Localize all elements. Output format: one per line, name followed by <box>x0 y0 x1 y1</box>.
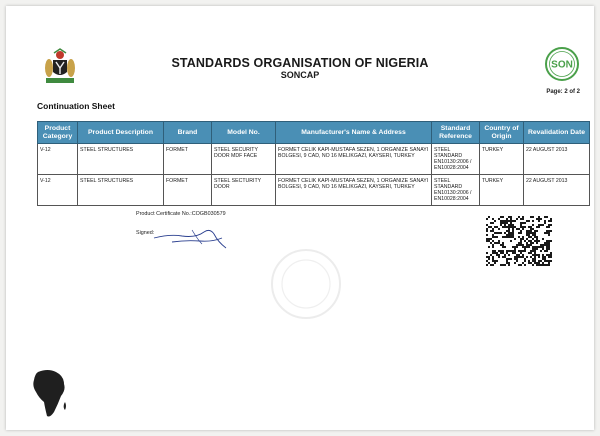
section-title: Continuation Sheet <box>37 101 115 111</box>
qr-code-icon <box>486 216 552 266</box>
cell-description: STEEL STRUCTURES <box>78 175 164 206</box>
cell-manufacturer: FORMET CELIK KAPI-MUSTAFA SEZEN, 1 ORGANIZE SANAYI BOLGESI, 9 CAD, NO 16 MELIKGAZI, KAYSERI, TURKEY <box>276 144 432 175</box>
cell-country: TURKEY <box>480 175 524 206</box>
cell-model: STEEL SECTURITY DOOR <box>212 175 276 206</box>
column-header: Model No. <box>212 122 276 144</box>
cell-revalidation: 22 AUGUST 2013 <box>524 144 590 175</box>
column-header: Standard Reference <box>432 122 480 144</box>
column-header: Brand <box>164 122 212 144</box>
cell-brand: FORMET <box>164 144 212 175</box>
cell-manufacturer: FORMET CELIK KAPI-MUSTAFA SEZEN, 1 ORGANIZE SANAYI BOLGESI, 9 CAD, NO 16 MELIKGAZI, KAYSERI, TURKEY <box>276 175 432 206</box>
cell-country: TURKEY <box>480 144 524 175</box>
signed-label: Signed: <box>136 230 155 236</box>
product-table <box>37 121 590 206</box>
cell-category: V-12 <box>38 175 78 206</box>
stamp-watermark-icon <box>268 246 344 322</box>
cell-description: STEEL STRUCTURES <box>78 144 164 175</box>
cell-standard: STEEL STANDARD EN10130:2006 / EN10028:2004 <box>432 144 480 175</box>
cell-standard: STEEL STANDARD EN10130:2006 / EN10028:2004 <box>432 175 480 206</box>
column-header: Revalidation Date <box>524 122 590 144</box>
column-header: Product Category <box>38 122 78 144</box>
africa-map-icon <box>30 368 70 420</box>
page-number: Page: 2 of 2 <box>546 89 580 95</box>
cell-category: V-12 <box>38 144 78 175</box>
column-header: Country of Origin <box>480 122 524 144</box>
table-row <box>38 175 590 206</box>
table-row <box>38 144 590 175</box>
document-subtitle: SONCAP <box>280 70 320 80</box>
son-logo-icon <box>544 46 580 82</box>
column-header: Product Description <box>78 122 164 144</box>
table-header-row <box>38 122 590 144</box>
signature-icon <box>152 224 232 252</box>
document-title: STANDARDS ORGANISATION OF NIGERIA <box>171 56 429 70</box>
certificate-number: Product Certificate No.:COGB030579 <box>136 211 226 217</box>
cell-revalidation: 22 AUGUST 2013 <box>524 175 590 206</box>
certificate-page <box>6 6 594 430</box>
column-header: Manufacturer's Name & Address <box>276 122 432 144</box>
cell-model: STEEL SECURITY DOOR MDF FACE <box>212 144 276 175</box>
cell-brand: FORMET <box>164 175 212 206</box>
son-logo-text: SON <box>551 59 573 71</box>
